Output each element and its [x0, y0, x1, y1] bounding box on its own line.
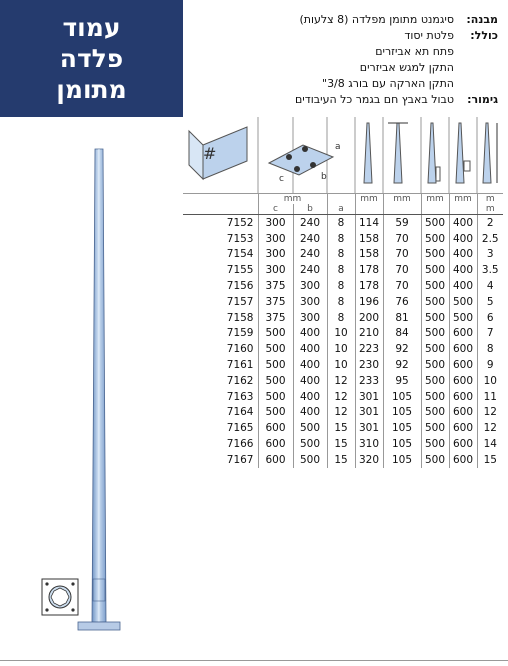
units-cell: [327, 194, 355, 205]
dimension-value: 5: [477, 294, 503, 310]
catalog-number: 7157: [226, 295, 254, 308]
dimension-value: 105: [383, 420, 421, 436]
dimension-value: 300: [293, 294, 327, 310]
dimension-value: 500: [421, 262, 449, 278]
table-row: [183, 262, 503, 278]
spec-label: כולל:: [470, 29, 498, 42]
dimension-value: 300: [258, 247, 293, 263]
dimension-value: 400: [449, 278, 477, 294]
dimension-value: 12: [327, 405, 355, 421]
catalog-number: 7156: [226, 280, 254, 293]
catalog-number: 7167: [226, 453, 254, 466]
units-cell: mm: [383, 194, 421, 205]
base-plate-dimensions-icon: [269, 142, 341, 184]
dimension-value: 14: [477, 436, 503, 452]
title-line-2: פלדה: [59, 44, 124, 73]
dimension-value: 301: [355, 389, 383, 405]
catalog-number: 7164: [226, 406, 254, 419]
dimension-value: 59: [383, 215, 421, 231]
table-row: [183, 341, 503, 357]
dimension-value: 8: [477, 341, 503, 357]
dimension-value: 600: [258, 452, 293, 468]
spec-label: גימור:: [467, 93, 498, 106]
dimension-value: 500: [421, 247, 449, 263]
svg-text:#: #: [203, 144, 217, 163]
dimension-value: 2.5: [477, 231, 503, 247]
dimension-value: 2: [477, 215, 503, 231]
units-cell: mm: [355, 194, 383, 205]
dimension-value: 8: [327, 247, 355, 263]
dimension-value: 400: [449, 215, 477, 231]
dimension-value: 4: [477, 278, 503, 294]
dimension-value: 105: [383, 389, 421, 405]
dimension-value: 9: [477, 357, 503, 373]
dimension-value: 500: [258, 405, 293, 421]
dimension-value: 600: [449, 326, 477, 342]
dimension-value: 240: [293, 231, 327, 247]
dimensions-table: [183, 193, 503, 468]
dimension-value: 500: [293, 420, 327, 436]
base-plate: [78, 622, 120, 630]
dimension-value: 500: [258, 373, 293, 389]
dimension-value: 400: [449, 231, 477, 247]
title-line-3: מתומן: [56, 75, 127, 104]
spec-label: [454, 44, 498, 60]
spec-label: מבנה:: [466, 13, 498, 26]
dimension-value: 300: [258, 262, 293, 278]
spec-label: [454, 60, 498, 76]
dimension-value: 375: [258, 278, 293, 294]
dimension-value: 500: [258, 341, 293, 357]
spec-label: [454, 76, 498, 92]
dimension-value: 301: [355, 420, 383, 436]
catalog-number: 7162: [226, 374, 254, 387]
dimension-value: 114: [355, 215, 383, 231]
dimension-value: 105: [383, 452, 421, 468]
dimension-value: 400: [293, 341, 327, 357]
dimension-value: 600: [258, 420, 293, 436]
dimension-value: 6: [477, 310, 503, 326]
catalog-number: 7160: [226, 343, 254, 356]
letters-row: [183, 204, 503, 215]
dimension-value: 10: [327, 341, 355, 357]
dimension-value: 230: [355, 357, 383, 373]
table-row: [183, 231, 503, 247]
dimension-value: 400: [293, 405, 327, 421]
table-row: [183, 294, 503, 310]
units-row: [183, 194, 503, 205]
dimension-value: 8: [327, 278, 355, 294]
dimension-value: 400: [293, 357, 327, 373]
product-title-box: [0, 0, 183, 117]
spec-value: פלטת יסוד: [404, 29, 454, 42]
catalog-number: 7159: [226, 327, 254, 340]
dimensions-table-area: [183, 117, 503, 662]
dimension-value: 500: [449, 294, 477, 310]
dimension-value: 600: [449, 357, 477, 373]
dimension-value: 320: [355, 452, 383, 468]
table-row: [183, 452, 503, 468]
dimension-value: 600: [449, 436, 477, 452]
dimension-value: 400: [293, 389, 327, 405]
dimension-value: 15: [477, 452, 503, 468]
table-row: [183, 278, 503, 294]
spec-row: [178, 12, 498, 28]
dimension-value: 3: [477, 247, 503, 263]
dimension-value: 500: [258, 326, 293, 342]
dimension-value: 600: [449, 452, 477, 468]
dimension-value: 70: [383, 262, 421, 278]
dimension-value: 500: [421, 231, 449, 247]
dimension-value: 500: [421, 294, 449, 310]
units-cell: m: [477, 194, 503, 205]
dimension-value: 300: [258, 231, 293, 247]
dimension-value: 8: [327, 262, 355, 278]
dim-letter-a: a: [335, 142, 341, 152]
dimension-value: 500: [258, 357, 293, 373]
dimension-value: 3.5: [477, 262, 503, 278]
spec-list: [178, 12, 498, 108]
dimension-value: 70: [383, 278, 421, 294]
dimension-value: 375: [258, 310, 293, 326]
bottom-divider: [0, 660, 508, 661]
catalog-number: 7165: [226, 422, 254, 435]
units-cell: mm: [421, 194, 449, 205]
dimension-value: 223: [355, 341, 383, 357]
dimension-value: 158: [355, 231, 383, 247]
spec-value: פתח תא אביזרים: [375, 45, 454, 58]
dimension-value: 500: [421, 341, 449, 357]
dimension-value: 240: [293, 247, 327, 263]
dimension-value: 12: [477, 405, 503, 421]
dimension-value: 500: [421, 215, 449, 231]
letter-cell: a: [327, 204, 355, 215]
dimension-value: 400: [293, 326, 327, 342]
catalog-number: 7153: [226, 232, 254, 245]
dimension-value: 10: [327, 357, 355, 373]
table-row: [183, 373, 503, 389]
spec-row: [178, 76, 498, 92]
dimension-value: 105: [383, 405, 421, 421]
dimension-value: 12: [327, 373, 355, 389]
dimension-value: 92: [383, 341, 421, 357]
table-row: [183, 310, 503, 326]
dimension-icons-row: [183, 117, 503, 193]
dimension-value: 15: [327, 436, 355, 452]
dimension-value: 600: [449, 389, 477, 405]
dimension-value: 600: [449, 405, 477, 421]
dimension-value: 10: [327, 326, 355, 342]
dimension-value: 600: [449, 420, 477, 436]
dimension-value: 300: [293, 310, 327, 326]
title-line-1: עמוד: [62, 13, 121, 42]
units-cell: mm: [449, 194, 477, 205]
units-cell: mm: [258, 194, 327, 205]
letter-cell: [383, 204, 421, 215]
catalog-number: 7163: [226, 390, 254, 403]
dimension-value: 500: [421, 326, 449, 342]
catalog-number: 7158: [226, 311, 254, 324]
table-row: [183, 420, 503, 436]
letter-cell: b: [293, 204, 327, 215]
dimension-value: 7: [477, 326, 503, 342]
dimension-value: 158: [355, 247, 383, 263]
dimension-value: 196: [355, 294, 383, 310]
dimension-value: 178: [355, 262, 383, 278]
dimension-value: 500: [421, 357, 449, 373]
table-row: [183, 326, 503, 342]
dimension-value: 10: [477, 373, 503, 389]
dimension-value: 400: [449, 247, 477, 263]
dimension-value: 600: [449, 373, 477, 389]
dimension-value: 500: [421, 310, 449, 326]
dimension-value: 210: [355, 326, 383, 342]
spec-row: [178, 92, 498, 108]
table-row: [183, 436, 503, 452]
dimension-value: 310: [355, 436, 383, 452]
dimension-value: 8: [327, 310, 355, 326]
dimension-value: 600: [258, 436, 293, 452]
letter-cell: [449, 204, 477, 215]
dimension-value: 500: [421, 405, 449, 421]
dimension-value: 70: [383, 231, 421, 247]
table-row: [183, 215, 503, 231]
dimension-value: 81: [383, 310, 421, 326]
spec-row: [178, 60, 498, 76]
spec-value: התקן למגש אביזרים: [359, 61, 454, 74]
dimension-value: 8: [327, 215, 355, 231]
dimension-value: 500: [293, 452, 327, 468]
spec-row: [178, 44, 498, 60]
spec-row: [178, 28, 498, 44]
dimension-value: 12: [477, 420, 503, 436]
dimension-value: 300: [258, 215, 293, 231]
spec-value: התקן הארקה עם בורג 3/8": [322, 77, 454, 90]
letter-cell: m: [477, 204, 503, 215]
dimension-value: 500: [258, 389, 293, 405]
dimension-value: 500: [293, 436, 327, 452]
dimension-value: 500: [449, 310, 477, 326]
dim-letter-c: c: [279, 174, 284, 184]
dimension-value: 240: [293, 262, 327, 278]
dimension-value: 95: [383, 373, 421, 389]
dim-letter-b: b: [321, 172, 327, 182]
dimension-value: 178: [355, 278, 383, 294]
pole-illustration: [0, 117, 183, 662]
octagon-section-icon: [189, 127, 247, 179]
catalog-number: 7161: [226, 359, 254, 372]
dimension-value: 500: [421, 420, 449, 436]
dimension-value: 76: [383, 294, 421, 310]
letter-cell: c: [258, 204, 293, 215]
dimension-value: 12: [327, 389, 355, 405]
table-row: [183, 247, 503, 263]
dimension-value: 600: [449, 341, 477, 357]
dimension-value: 301: [355, 405, 383, 421]
table-row: [183, 357, 503, 373]
dimension-value: 200: [355, 310, 383, 326]
table-row: [183, 405, 503, 421]
catalog-number: 7155: [226, 264, 254, 277]
spec-value: סיגמנט מתומן מפלדה (8 צלעות): [299, 13, 454, 26]
dimension-value: 500: [421, 436, 449, 452]
dimension-value: 8: [327, 231, 355, 247]
dimension-value: 92: [383, 357, 421, 373]
dimension-value: 400: [293, 373, 327, 389]
dimension-value: 11: [477, 389, 503, 405]
catalog-number: 7154: [226, 248, 254, 261]
dimension-value: 500: [421, 278, 449, 294]
dimension-value: 15: [327, 452, 355, 468]
dimension-value: 84: [383, 326, 421, 342]
dimension-value: 15: [327, 420, 355, 436]
table-row: [183, 389, 503, 405]
letter-cell: [355, 204, 383, 215]
dimension-value: 105: [383, 436, 421, 452]
catalog-number: 7152: [226, 216, 254, 229]
dimension-value: 500: [421, 452, 449, 468]
catalog-number: 7166: [226, 438, 254, 451]
dimension-value: 400: [449, 262, 477, 278]
dimension-value: 500: [421, 389, 449, 405]
base-plate-top-icon: [42, 579, 78, 615]
spec-value: טבול באבץ חם בגמר כל העיבודים: [294, 93, 454, 106]
dimension-value: 500: [421, 373, 449, 389]
dimension-value: 233: [355, 373, 383, 389]
dimension-value: 240: [293, 215, 327, 231]
dimension-value: 70: [383, 247, 421, 263]
dimension-value: 300: [293, 278, 327, 294]
dimension-value: 375: [258, 294, 293, 310]
letter-cell: [421, 204, 449, 215]
dimension-value: 8: [327, 294, 355, 310]
